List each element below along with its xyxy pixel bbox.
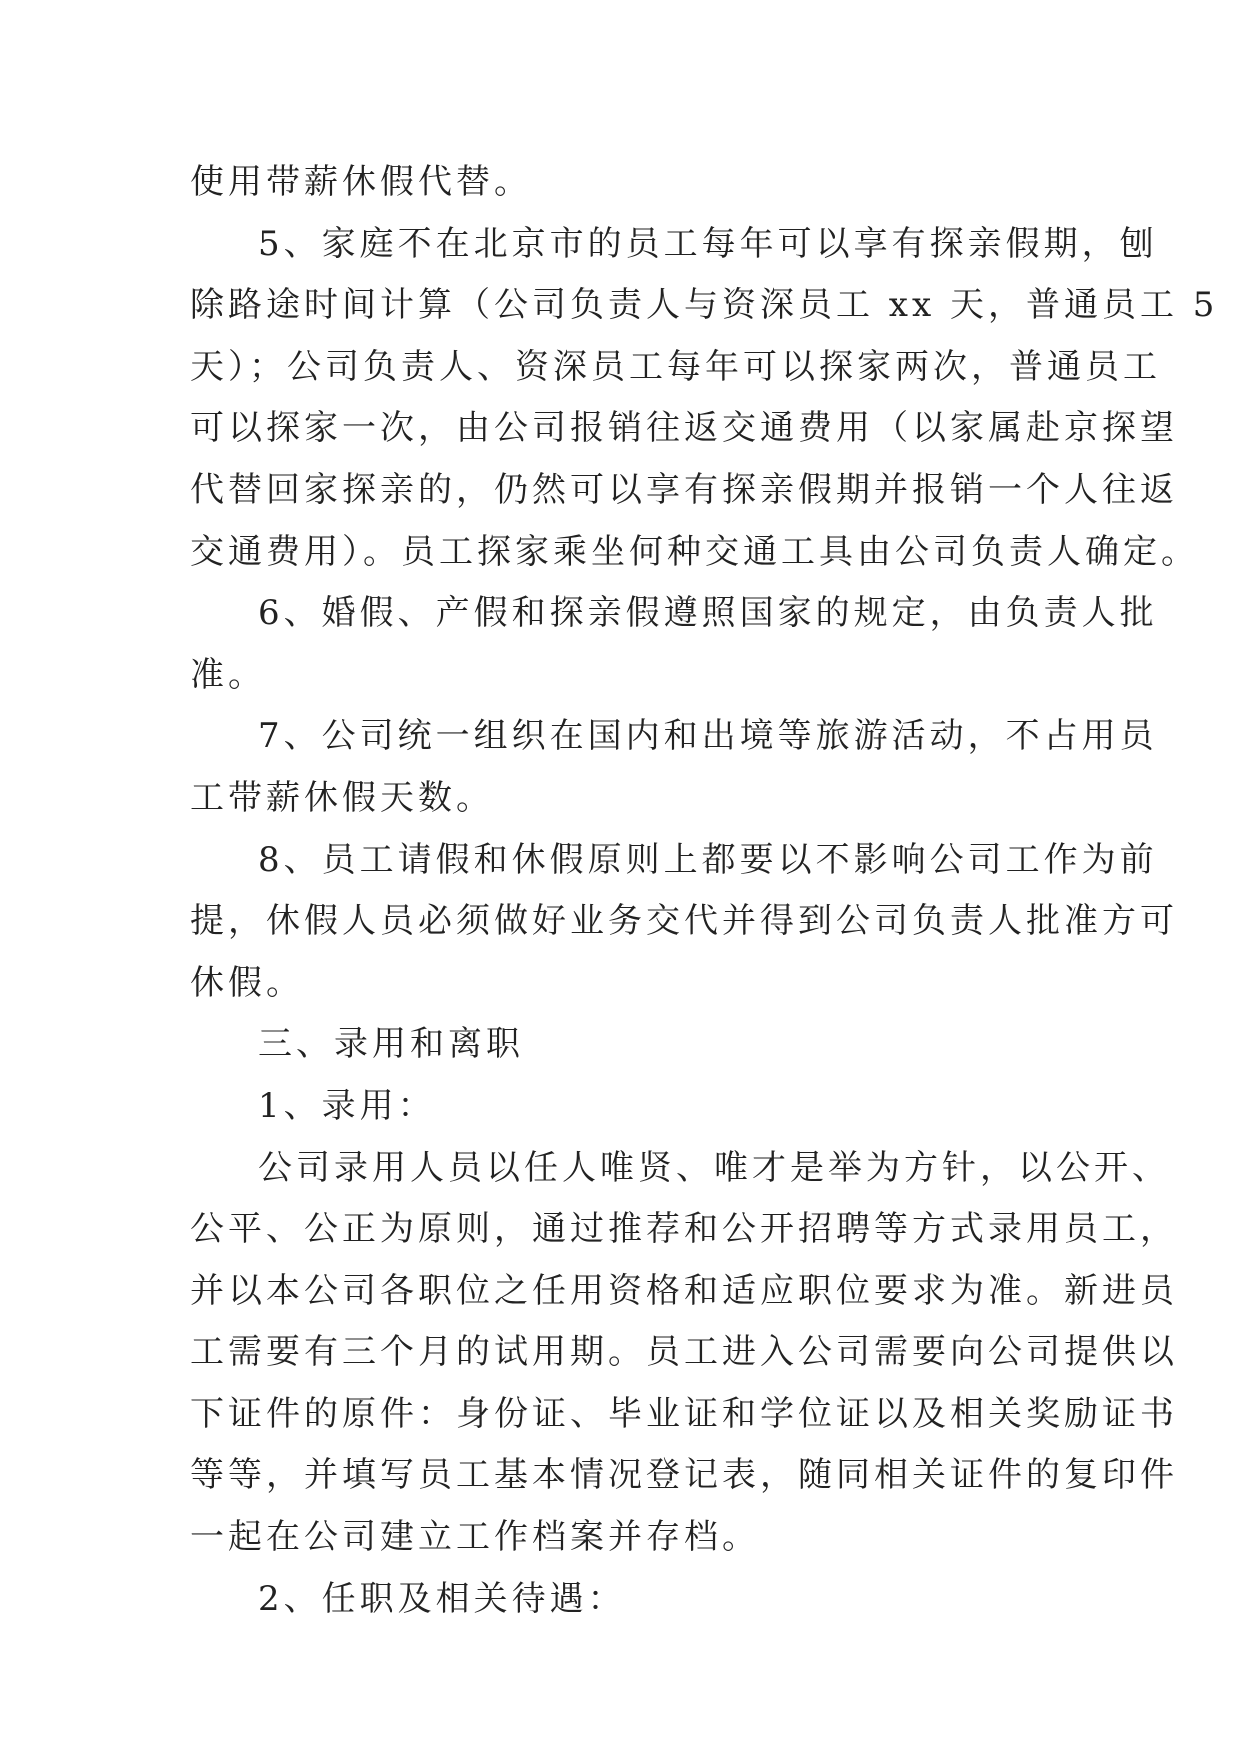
recruitment-paragraph-line: 并以本公司各职位之任用资格和适应职位要求为准。新进员 (190, 1270, 1178, 1311)
paragraph-6-line: 准。 (190, 654, 266, 695)
subsection-heading: 2、任职及相关待遇： (258, 1578, 626, 1619)
section-heading: 三、录用和离职 (258, 1024, 524, 1065)
recruitment-paragraph-line: 一起在公司建立工作档案并存档。 (190, 1517, 760, 1558)
paragraph-5-line: 除路途时间计算（公司负责人与资深员工 xx 天，普通员工 5 (190, 285, 1219, 326)
document-body (190, 152, 1219, 1630)
paragraph-6-line: 6、婚假、产假和探亲假遵照国家的规定，由负责人批 (258, 593, 1158, 634)
recruitment-paragraph-line: 公平、公正为原则，通过推荐和公开招聘等方式录用员工， (190, 1209, 1178, 1250)
subsection-heading: 1、录用： (258, 1085, 436, 1126)
paragraph-8-line: 提，休假人员必须做好业务交代并得到公司负责人批准方可 (190, 901, 1178, 942)
paragraph-5-line: 5、家庭不在北京市的员工每年可以享有探亲假期，刨 (258, 223, 1158, 264)
paragraph-8-line: 休假。 (190, 962, 304, 1003)
paragraph-5-line: 天）；公司负责人、资深员工每年可以探家两次，普通员工 (190, 346, 1161, 387)
recruitment-paragraph-line: 工需要有三个月的试用期。员工进入公司需要向公司提供以 (190, 1332, 1178, 1373)
paragraph-7-line: 工带薪休假天数。 (190, 777, 494, 818)
paragraph-5-line: 代替回家探亲的，仍然可以享有探亲假期并报销一个人往返 (190, 469, 1178, 510)
recruitment-paragraph-line: 公司录用人员以任人唯贤、唯才是举为方针，以公开、 (258, 1147, 1170, 1188)
paragraph-5-line: 可以探家一次，由公司报销往返交通费用（以家属赴京探望 (190, 408, 1178, 449)
text-line: 使用带薪休假代替。 (190, 162, 532, 202)
recruitment-paragraph-line: 等等，并填写员工基本情况登记表，随同相关证件的复印件 (190, 1455, 1178, 1496)
paragraph-5-line: 交通费用）。员工探家乘坐何种交通工具由公司负责人确定。 (190, 531, 1199, 572)
paragraph-8-line: 8、员工请假和休假原则上都要以不影响公司工作为前 (258, 839, 1158, 880)
paragraph-7-line: 7、公司统一组织在国内和出境等旅游活动，不占用员 (258, 716, 1158, 757)
recruitment-paragraph-line: 下证件的原件：身份证、毕业证和学位证以及相关奖励证书 (190, 1393, 1178, 1434)
